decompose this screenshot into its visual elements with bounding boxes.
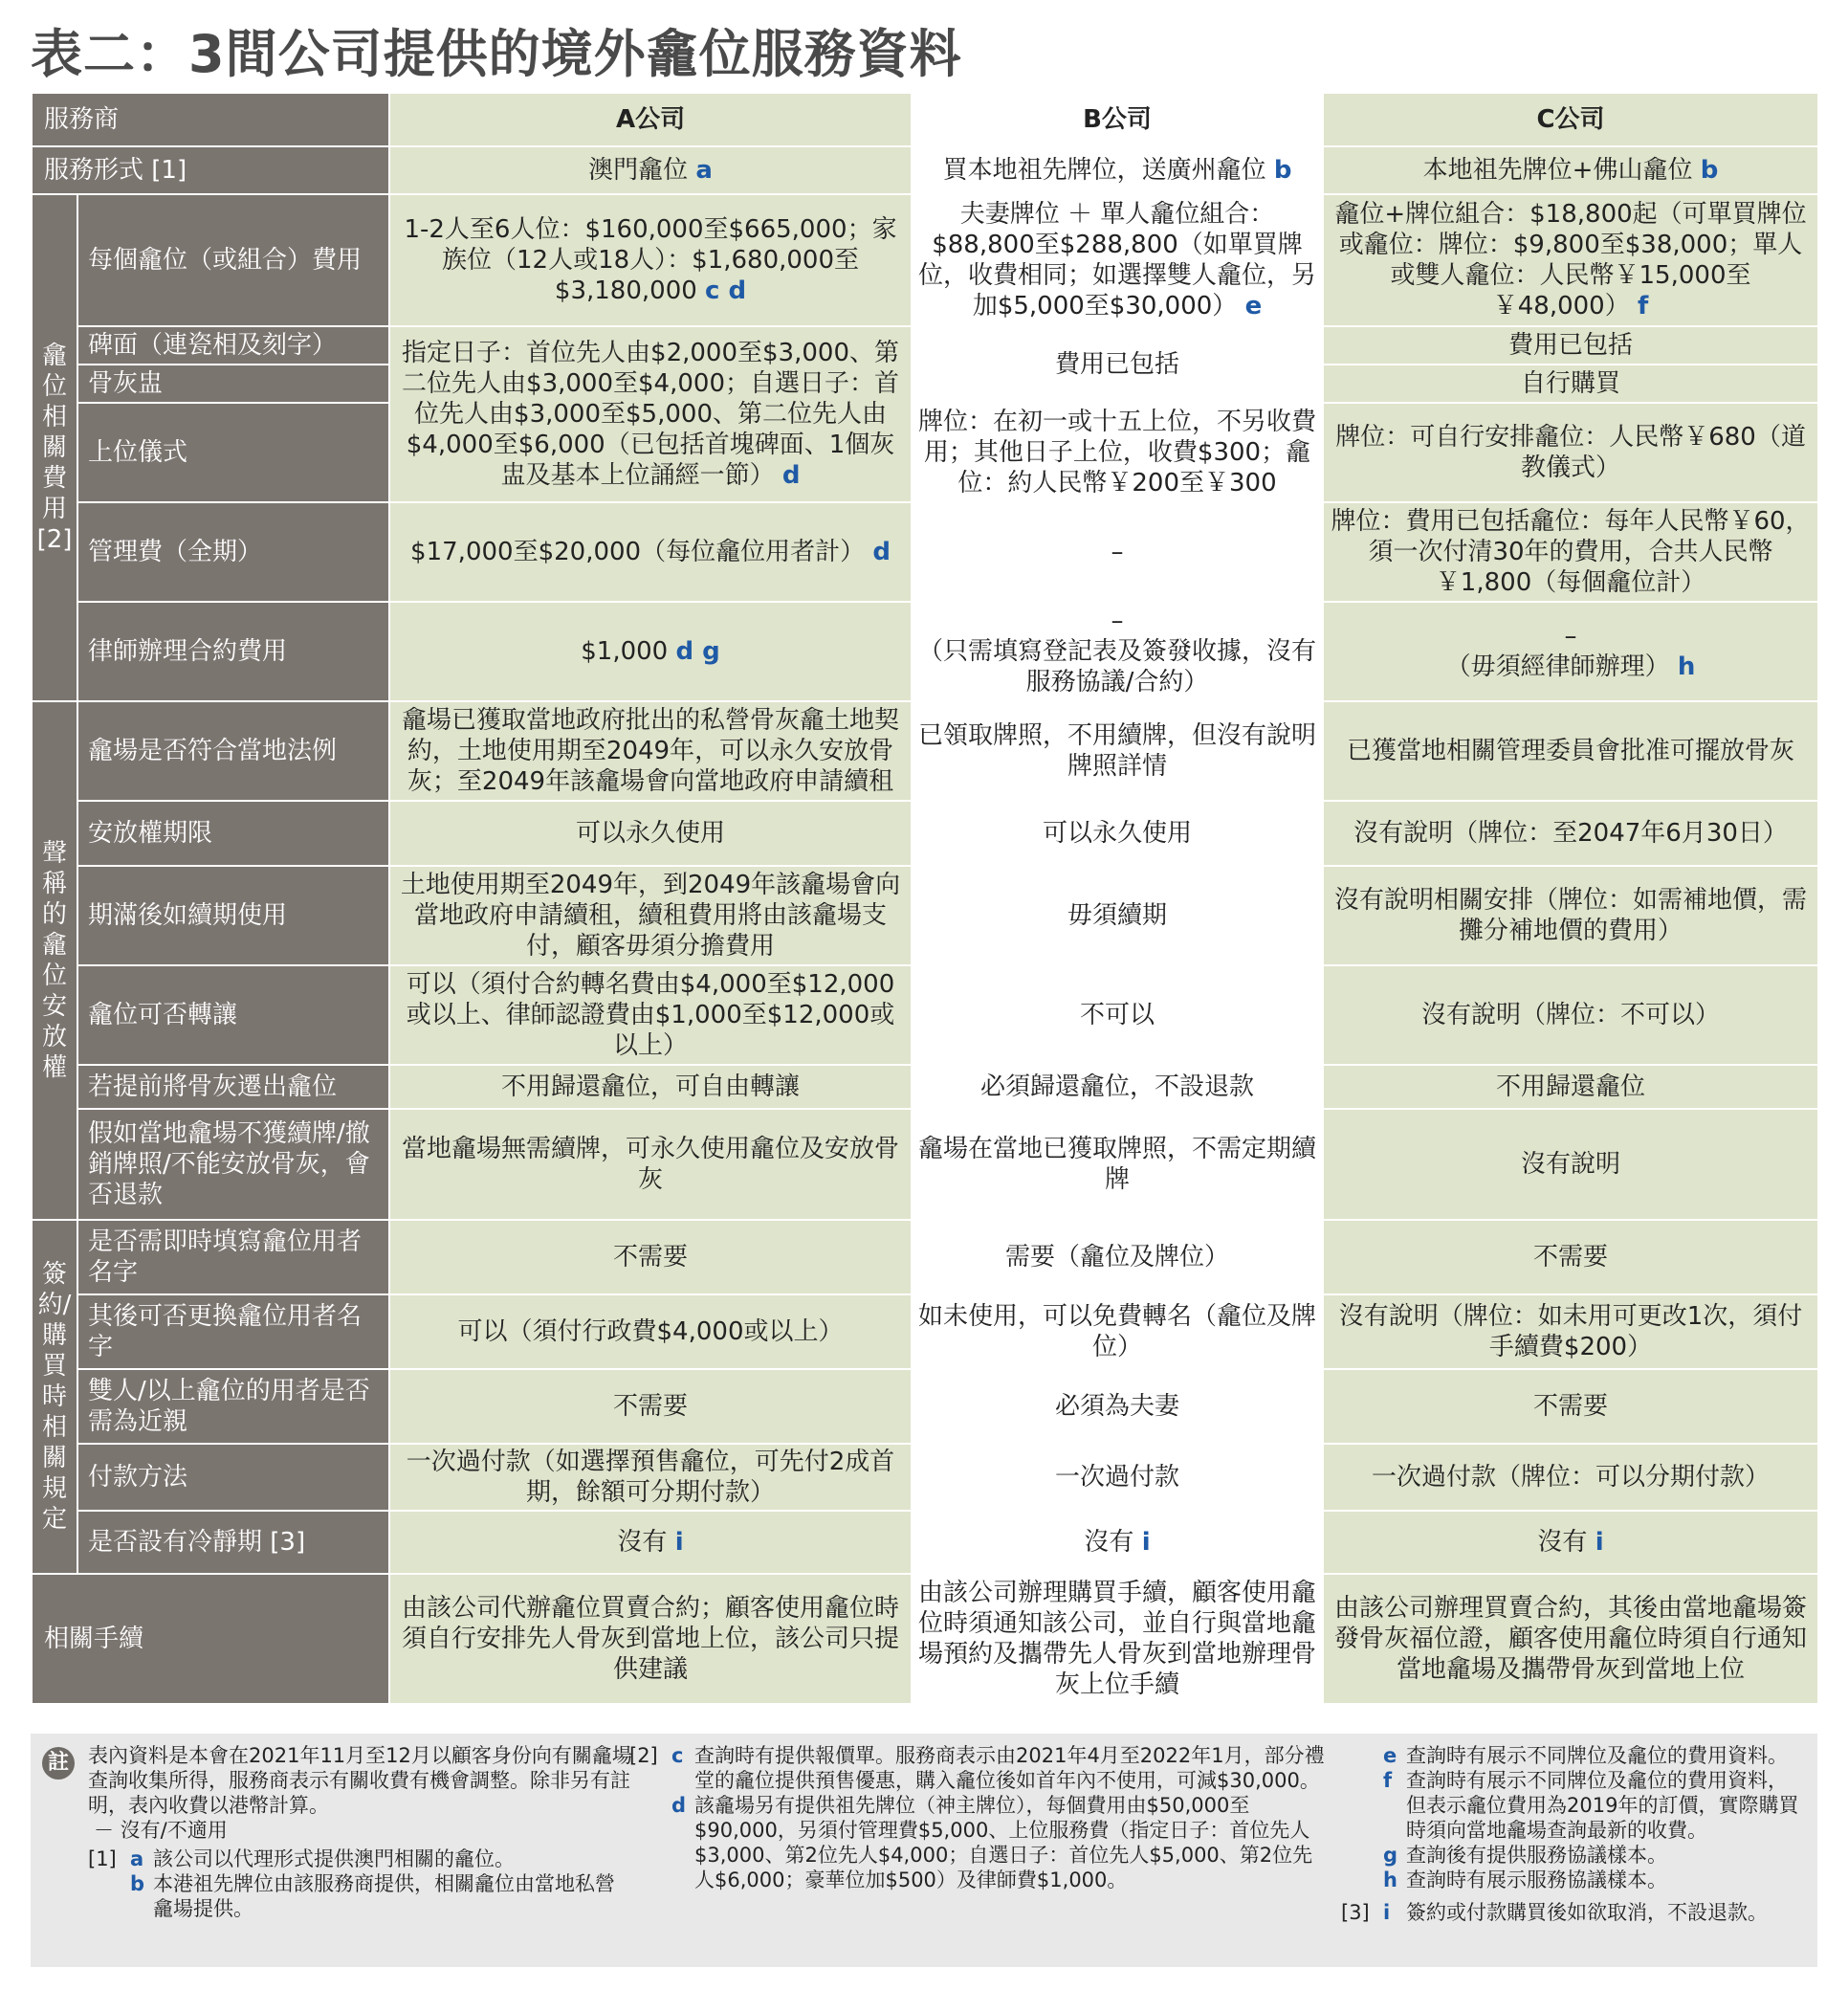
ref-mark: d (781, 461, 801, 490)
row-label: 每個龕位（或組合）費用 (77, 194, 389, 326)
row-label: 是否設有冷靜期 [3] (77, 1511, 389, 1574)
row-label: 期滿後如續期使用 (77, 866, 389, 965)
ref-mark: d (872, 538, 891, 566)
cell-b: 沒有 i (912, 1511, 1323, 1574)
cell-c: 牌位：費用已包括龕位：每年人民幣￥60，須一次付清30年的費用，合共人民幣￥1,800（每個龕位計） (1323, 502, 1818, 602)
cell-c: 沒有說明相關安排（牌位：如需補地價，需攤分補地價的費用） (1323, 866, 1818, 965)
row-cooling-period (32, 1511, 1818, 1574)
cell-b: 需要（龕位及牌位） (912, 1220, 1323, 1294)
ref-mark: c d (705, 276, 747, 305)
cell-b: 已領取牌照，不用續牌，但沒有說明牌照詳情 (912, 701, 1323, 801)
cell-c: 沒有說明（牌位：至2047年6月30日） (1323, 801, 1818, 866)
note-d: d 該龕場另有提供祖先牌位（神主牌位），每個費用由$50,000至$90,000，另須付管理費$5,000、上位服務費（指定日子：首位先人$3,000、第2位先人$4,000；自選日子：首位先人$5,000、第2位先人$6,000；豪華位加$500）及律師費$1,000。 (671, 1794, 1313, 1891)
cell-b: 毋須續期 (912, 866, 1323, 965)
row-renewal (32, 866, 1818, 965)
ref-mark: i (1595, 1528, 1604, 1557)
header-company-b: B公司 (912, 93, 1323, 146)
cell-b: 買本地祖先牌位，送廣州龕位 b (912, 146, 1323, 194)
cell-a: 土地使用期至2049年，到2049年該龕場會向當地政府申請續租，續租費用將由該龕場支付，顧客毋須分擔費用 (389, 866, 912, 965)
cell-b: 一次過付款 (912, 1444, 1323, 1511)
row-label: 假如當地龕場不獲續牌/撤銷牌照/不能安放骨灰，會否退款 (77, 1109, 389, 1220)
note-a: [1] a 該公司以代理形式提供澳門相關的龕位。 (88, 1847, 515, 1870)
cell-b: 如未使用，可以免費轉名（龕位及牌位） (912, 1294, 1323, 1369)
cell-c: 自行購買 (1323, 365, 1818, 403)
notes-column-2 (629, 1743, 1328, 1892)
group-label-rules: 簽約/購買時相關規定 (32, 1220, 77, 1574)
ref-mark: b (1700, 156, 1719, 185)
cell-b-merged: 費用已包括 (912, 326, 1323, 403)
cell-a: $1,000 d g (389, 602, 912, 701)
cell-a: 不需要 (389, 1220, 912, 1294)
row-legal-compliance (32, 701, 1818, 801)
header-row (32, 93, 1818, 146)
cell-c: 由該公司辦理買賣合約，其後由當地龕場簽發骨灰福位證，顧客使用龕位時須自行通知當地龕場及攜帶骨灰到當地上位 (1323, 1574, 1818, 1704)
row-remove-ashes (32, 1065, 1818, 1109)
note-g: g 查詢後有提供服務協議樣本。 (1383, 1844, 1667, 1867)
cell-b: 牌位：在初一或十五上位，不另收費用；其他日子上位，收費$300；龕位：約人民幣￥200至￥300 (912, 403, 1323, 502)
notes-panel (31, 1734, 1817, 1967)
group-label-costs: 龕位相關費用[2] (32, 194, 77, 701)
cell-b: – （只需填寫登記表及簽發收據，沒有服務協議/合約） (912, 602, 1323, 701)
row-fill-name (32, 1220, 1818, 1294)
row-label: 上位儀式 (77, 403, 389, 502)
cell-c: 牌位：可自行安排龕位：人民幣￥680（道教儀式） (1323, 403, 1818, 502)
cell-a-merged: 指定日子：首位先人由$2,000至$3,000、第二位先人由$3,000至$4,000；自選日子：首位先人由$3,000至$5,000、第二位先人由$4,000至$6,000（已包括首塊碑面、1個灰盅及基本上位誦經一節） d (389, 326, 912, 502)
header-label: 服務商 (32, 93, 389, 146)
cell-a: 可以永久使用 (389, 801, 912, 866)
row-lawyer-fee (32, 602, 1818, 701)
cell-b: 夫妻牌位 ＋ 單人龕位組合：$88,800至$288,800（如單買牌位，收費相同；如選擇雙人龕位，另加$5,000至$30,000） e (912, 194, 1323, 326)
header-company-c: C公司 (1323, 93, 1818, 146)
notes-intro: 表內資料是本會在2021年11月至12月以顧客身份向有關龕場查詢收集所得，服務商表示有關收費有機會調整。除非另有註明，表內收費以港幣計算。 (88, 1744, 632, 1817)
cell-a: 由該公司代辦龕位買賣合約；顧客使用龕位時須自行安排先人骨灰到當地上位，該公司只提供建議 (389, 1574, 912, 1704)
row-label: 碑面（連瓷相及刻字） (77, 326, 389, 365)
row-label: 安放權期限 (77, 801, 389, 866)
row-label: 付款方法 (77, 1444, 389, 1511)
note-c: [2] c 查詢時有提供報價單。服務商表示由2021年4月至2022年1月，部分禮堂的龕位提供預售優惠，購入龕位後如首年內不使用，可減$30,000。 (629, 1744, 1325, 1792)
row-label: 龕場是否符合當地法例 (77, 701, 389, 801)
note-h: h 查詢時有展示服務協議樣本。 (1383, 1868, 1667, 1891)
cell-c: 不用歸還龕位 (1323, 1065, 1818, 1109)
cell-b: 必須為夫妻 (912, 1369, 1323, 1444)
cell-c: 已獲當地相關管理委員會批准可擺放骨灰 (1323, 701, 1818, 801)
notes-badge: 註 (42, 1747, 75, 1780)
row-label: 律師辦理合約費用 (77, 602, 389, 701)
row-label: 其後可否更換龕位用者名字 (77, 1294, 389, 1369)
cell-a: 不用歸還龕位，可自由轉讓 (389, 1065, 912, 1109)
row-management-fee (32, 502, 1818, 602)
cell-b: 由該公司辦理購買手續，顧客使用龕位時須通知該公司，並自行與當地龕場預約及攜帶先人骨灰到當地辦理骨灰上位手續 (912, 1574, 1323, 1704)
note-e: e 查詢時有展示不同牌位及龕位的費用資料。 (1383, 1744, 1788, 1767)
cell-a: 一次過付款（如選擇預售龕位，可先付2成首期，餘額可分期付款） (389, 1444, 912, 1511)
header-company-a: A公司 (389, 93, 912, 146)
row-service-form (32, 146, 1818, 194)
group-label-rights: 聲稱的龕位安放權 (32, 701, 77, 1220)
row-label: 管理費（全期） (77, 502, 389, 602)
cell-a: $17,000至$20,000（每位龕位用者計） d (389, 502, 912, 602)
cell-a: 1-2人至6人位：$160,000至$665,000；家族位（12人或18人）：$1,680,000至$3,180,000 c d (389, 194, 912, 326)
comparison-table (31, 92, 1819, 1705)
cell-a: 不需要 (389, 1369, 912, 1444)
ref-mark: e (1244, 292, 1263, 321)
cell-c: 龕位+牌位組合：$18,800起（可單買牌位或龕位：牌位：$9,800至$38,000；單人或雙人龕位：人民幣￥15,000至￥48,000） f (1323, 194, 1818, 326)
cell-a: 可以（須付合約轉名費由$4,000至$12,000或以上、律師認證費由$1,000至$12,000或以上） (389, 965, 912, 1065)
ref-mark: d g (675, 637, 720, 666)
ref-mark: i (674, 1528, 684, 1557)
notes-column-1 (88, 1743, 633, 1921)
row-label: 是否需即時填寫龕位用者名字 (77, 1220, 389, 1294)
notes-column-3 (1341, 1743, 1806, 1925)
cell-c: 沒有說明（牌位：如未用可更改1次，須付手續費$200） (1323, 1294, 1818, 1369)
ref-mark: i (1141, 1528, 1151, 1557)
cell-c: 費用已包括 (1323, 326, 1818, 365)
note-b: b 本港祖先牌位由該服務商提供，相關龕位由當地私營龕場提供。 (130, 1872, 615, 1920)
ref-mark: f (1637, 292, 1649, 321)
row-label: 若提前將骨灰遷出龕位 (77, 1065, 389, 1109)
row-relatives (32, 1369, 1818, 1444)
row-plaque (32, 326, 1818, 365)
ref-mark: a (695, 156, 713, 185)
row-label: 相關手續 (32, 1574, 389, 1704)
cell-c: 本地祖先牌位+佛山龕位 b (1323, 146, 1818, 194)
cell-a: 澳門龕位 a (389, 146, 912, 194)
row-change-name (32, 1294, 1818, 1369)
note-f: f 查詢時有展示不同牌位及龕位的費用資料，但表示龕位費用為2019年的訂價，實際購買時須向當地龕場查詢最新的收費。 (1383, 1769, 1799, 1842)
notes-dash: － 沒有/不適用 (94, 1819, 228, 1842)
row-payment (32, 1444, 1818, 1511)
cell-c: 沒有說明 (1323, 1109, 1818, 1220)
cell-b: 龕場在當地已獲取牌照，不需定期續牌 (912, 1109, 1323, 1220)
cell-c: 一次過付款（牌位：可以分期付款） (1323, 1444, 1818, 1511)
row-period (32, 801, 1818, 866)
row-label: 骨灰盅 (77, 365, 389, 403)
row-per-niche-cost (32, 194, 1818, 326)
row-label: 雙人/以上龕位的用者是否需為近親 (77, 1369, 389, 1444)
cell-a: 龕場已獲取當地政府批出的私營骨灰龕土地契約，土地使用期至2049年，可以永久安放骨灰；至2049年該龕場會向當地政府申請續租 (389, 701, 912, 801)
cell-a: 當地龕場無需續牌，可永久使用龕位及安放骨灰 (389, 1109, 912, 1220)
cell-c: 不需要 (1323, 1220, 1818, 1294)
row-transfer (32, 965, 1818, 1065)
row-refund (32, 1109, 1818, 1220)
cell-c: 沒有說明（牌位：不可以） (1323, 965, 1818, 1065)
cell-b: 不可以 (912, 965, 1323, 1065)
ref-mark: b (1273, 156, 1292, 185)
cell-b: 必須歸還龕位，不設退款 (912, 1065, 1323, 1109)
row-procedure (32, 1574, 1818, 1704)
ref-mark: h (1677, 652, 1696, 681)
cell-c: 不需要 (1323, 1369, 1818, 1444)
cell-a: 沒有 i (389, 1511, 912, 1574)
page-title: 表二：3間公司提供的境外龕位服務資料 (31, 24, 962, 84)
row-ceremony (32, 403, 1818, 502)
cell-b: 可以永久使用 (912, 801, 1323, 866)
cell-c: 沒有 i (1323, 1511, 1818, 1574)
cell-b: – (912, 502, 1323, 602)
note-i: [3] i 簽約或付款購買後如欲取消，不設退款。 (1341, 1901, 1768, 1924)
cell-c: – （毋須經律師辦理） h (1323, 602, 1818, 701)
cell-a: 可以（須付行政費$4,000或以上） (389, 1294, 912, 1369)
row-label: 服務形式 [1] (32, 146, 389, 194)
row-label: 龕位可否轉讓 (77, 965, 389, 1065)
